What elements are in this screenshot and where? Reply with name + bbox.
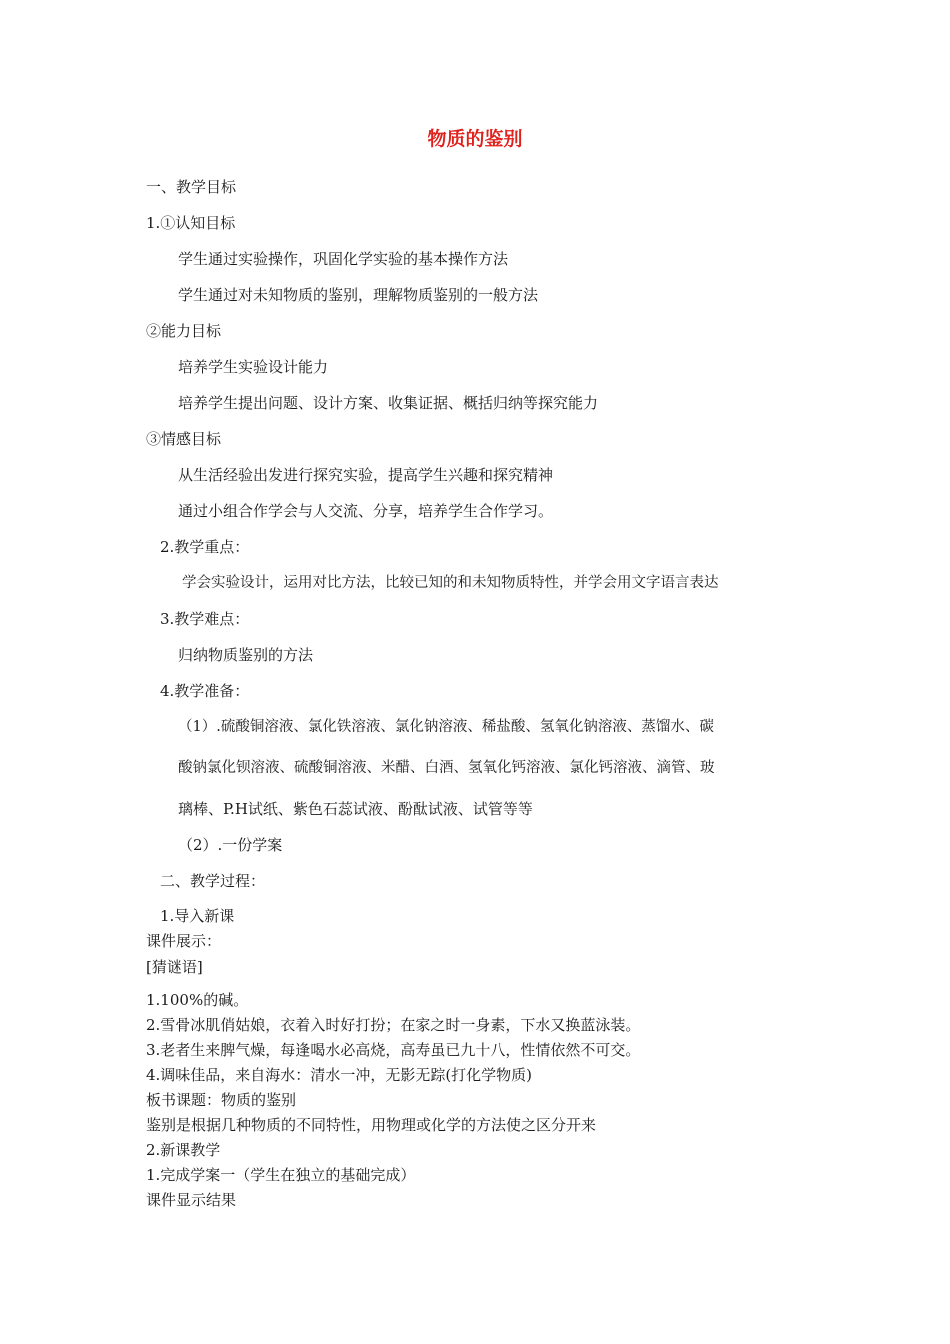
- text-line: 归纳物质鉴别的方法: [178, 646, 314, 664]
- text-line: 通过小组合作学会与人交流、分享，培养学生合作学习。: [178, 502, 554, 520]
- text-line: 4.调味佳品，来自海水：清水一冲，无影无踪(打化学物质): [146, 1066, 533, 1084]
- text-line: 3.教学难点：: [160, 610, 250, 628]
- text-line: （2）.一份学案: [178, 836, 283, 854]
- text-line: 1.①认知目标: [146, 214, 236, 232]
- text-line: 酸钠氯化钡溶液、硫酸铜溶液、米醋、白酒、氢氧化钙溶液、氯化钙溶液、滴管、玻: [178, 760, 715, 776]
- text-line: ②能力目标: [146, 322, 222, 340]
- text-line: 璃棒、P.H试纸、紫色石蕊试液、酚酞试液、试管等等: [178, 800, 533, 818]
- text-line: 4.教学准备：: [160, 682, 250, 700]
- text-line: 课件展示：: [146, 932, 222, 950]
- text-line: 3.老者生来脾气燥，每逢喝水必高烧，高寿虽已九十八，性情依然不可交。: [146, 1041, 641, 1059]
- text-line: 学生通过对未知物质的鉴别，理解物质鉴别的一般方法: [178, 286, 539, 304]
- section-heading: 一、教学目标: [146, 178, 237, 196]
- text-line: 2.新课教学: [146, 1141, 221, 1159]
- document-title: 物质的鉴别: [427, 128, 523, 150]
- text-line: 鉴别是根据几种物质的不同特性，用物理或化学的方法使之区分开来: [146, 1116, 597, 1134]
- text-line: 1.完成学案一（学生在独立的基础完成）: [146, 1166, 416, 1184]
- text-line: 课件显示结果: [146, 1191, 237, 1209]
- text-line: 学生通过实验操作，巩固化学实验的基本操作方法: [178, 250, 509, 268]
- text-line: 培养学生提出问题、设计方案、收集证据、概括归纳等探究能力: [178, 394, 599, 412]
- text-line: 2.教学重点：: [160, 538, 250, 556]
- text-line: ③情感目标: [146, 430, 222, 448]
- text-line: 2.雪骨冰肌俏姑娘，衣着入时好打扮；在家之时一身素，下水又换蓝泳装。: [146, 1016, 641, 1034]
- text-line: 培养学生实验设计能力: [178, 358, 329, 376]
- section-heading: 二、教学过程：: [160, 872, 266, 890]
- text-line: 1.导入新课: [160, 907, 235, 925]
- text-line: （1）.硫酸铜溶液、氯化铁溶液、氯化钠溶液、稀盐酸、氢氧化钠溶液、蒸馏水、碳: [178, 719, 714, 735]
- text-line: 从生活经验出发进行探究实验，提高学生兴趣和探究精神: [178, 466, 554, 484]
- text-line: 1.100%的碱。: [146, 991, 249, 1009]
- text-line: 板书课题：物质的鉴别: [146, 1091, 297, 1109]
- text-line: [猜谜语]: [146, 958, 203, 976]
- text-line: 学会实验设计，运用对比方法，比较已知的和未知物质特性，并学会用文字语言表达: [182, 575, 719, 591]
